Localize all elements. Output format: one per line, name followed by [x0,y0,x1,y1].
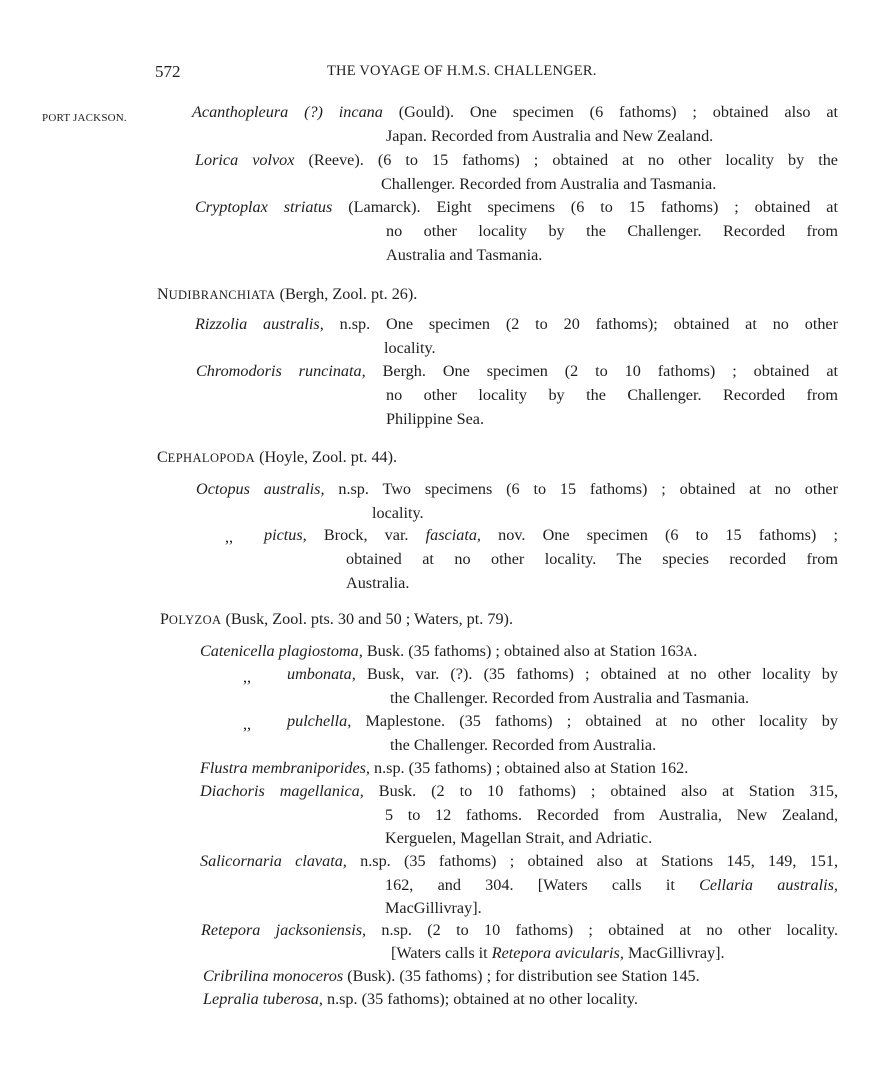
entry-text: n.sp. (35 fathoms); obtained at no other locality. [322,990,638,1008]
entry-salicornaria [200,853,838,869]
section-heading-cephalopoda: CEPHALOPODA (Hoyle, Zool. pt. 44). [157,448,398,466]
species-name: umbonata, [287,665,356,683]
section-heading-nudibranchiata: NUDIBRANCHIATA (Bergh, Zool. pt. 26). [157,285,418,303]
entry-flustra [200,760,688,776]
entry-text: (Gould). One specimen (6 fathoms) ; obtained also at [382,103,838,121]
entry-lorica [195,152,838,168]
species-name: pulchella, [287,712,352,730]
species-name: Lepralia tuberosa, [203,990,323,1008]
entry-text: n.sp. (2 to 10 fathoms) ; obtained at no other locality. [366,921,839,939]
entry-text: nov. One specimen (6 to 15 fathoms) ; [480,526,838,544]
entry-continuation: obtained at no other locality. The species recorded from [346,550,838,568]
entry-text: n.sp. Two specimens (6 to 15 fathoms) ; obtained at no other [324,480,838,498]
running-head: THE VOYAGE OF H.M.S. CHALLENGER. [327,63,597,79]
entry-continuation: MacGillivray]. [385,899,482,917]
entry-text: (Reeve). (6 to 15 fathoms) ; obtained at no other locality by the [294,151,838,169]
species-name: Catenicella plagiostoma, [200,642,363,660]
species-name: Lorica volvox [195,151,295,169]
entry-continuation: no other locality by the Challenger. Recorded from [386,386,838,404]
species-name: Rizzolia australis, [195,315,324,333]
species-name: Acanthopleura (?) incana [192,103,383,121]
entry-continuation: Japan. Recorded from Australia and New Zealand. [386,127,714,145]
entry-text: Busk, var. (?). (35 fathoms) ; obtained at no other locality by [355,665,838,683]
entry-continuation: Philippine Sea. [386,410,485,428]
entry-text: Busk. (35 fathoms) ; obtained also at Station 163 [362,642,684,660]
entry-chromodoris [196,363,838,379]
entry-catenicella-umbonata [287,666,838,682]
entry-text: (Busk). (35 fathoms) ; for distribution see Station 145. [343,967,700,985]
entry-cribrilina [203,968,700,984]
entry-continuation: locality. [384,339,436,357]
species-name: Cribrilina monoceros [203,967,344,985]
entry-catenicella-pulchella [287,713,838,729]
entry-continuation: Kerguelen, Magellan Strait, and Adriatic. [385,829,653,847]
entry-continuation: [Waters calls it Retepora avicularis, MacGillivray]. [391,944,725,962]
species-name: Chromodoris runcinata, [196,362,366,380]
entry-octopus [196,481,838,497]
entry-rizzolia [195,316,838,332]
entry-continuation: no other locality by the Challenger. Recorded from [386,222,838,240]
entry-catenicella: Catenicella plagiostoma, Busk. (35 fathoms) ; obtained also at Station 163A. [200,642,698,660]
page-number: 572 [155,62,181,81]
entry-continuation: Challenger. Recorded from Australia and Tasmania. [381,175,717,193]
entry-continuation: Australia. [346,574,410,592]
entry-retepora [201,922,838,938]
entry-continuation: Australia and Tasmania. [386,246,543,264]
species-name: Diachoris magellanica, [200,782,364,800]
ditto-mark: ,, [243,715,252,733]
entry-text: Busk. (2 to 10 fathoms) ; obtained also at Station 315, [363,782,838,800]
species-name: Retepora jacksoniensis, [201,921,367,939]
entry-text: Maplestone. (35 fathoms) ; obtained at no other locality by [351,712,838,730]
section-heading-polyzoa: POLYZOA (Busk, Zool. pts. 30 and 50 ; Waters, pt. 79). [160,610,513,628]
entry-acanthopleura [192,104,838,120]
entry-text: Bergh. One specimen (2 to 10 fathoms) ; obtained at [365,362,838,380]
ditto-mark: ,, [243,668,252,686]
entry-continuation: the Challenger. Recorded from Australia and Tasmania. [390,689,750,707]
species-name: Salicornaria clavata, [200,852,347,870]
species-name: pictus, [264,526,307,544]
species-name: Flustra membraniporides, [200,759,370,777]
entry-text: n.sp. (35 fathoms) ; obtained also at Stations 145, 149, 151, [346,852,838,870]
entry-text: n.sp. One specimen (2 to 20 fathoms); obtained at no other [323,315,838,333]
entry-continuation: the Challenger. Recorded from Australia. [390,736,657,754]
entry-text: n.sp. (35 fathoms) ; obtained also at Station 162. [369,759,689,777]
variety-name: fasciata, [425,526,481,544]
entry-cryptoplax [195,199,838,215]
ditto-mark: ,, [225,528,234,546]
entry-text: (Lamarck). Eight specimens (6 to 15 fathoms) ; obtained at [332,198,838,216]
species-name: Cryptoplax striatus [195,198,333,216]
entry-continuation: 162, and 304. [Waters calls it Cellaria australis, [385,876,838,894]
entry-continuation: locality. [372,504,424,522]
entry-diachoris [200,783,838,799]
entry-octopus-pictus: pictus, Brock, var. fasciata, nov. One specimen (6 to 15 fathoms) ; [264,526,838,544]
entry-lepralia [203,991,638,1007]
species-name: Octopus australis, [196,480,325,498]
margin-locality: PORT JACKSON. [42,112,127,124]
entry-continuation: 5 to 12 fathoms. Recorded from Australia, New Zealand, [385,806,838,824]
